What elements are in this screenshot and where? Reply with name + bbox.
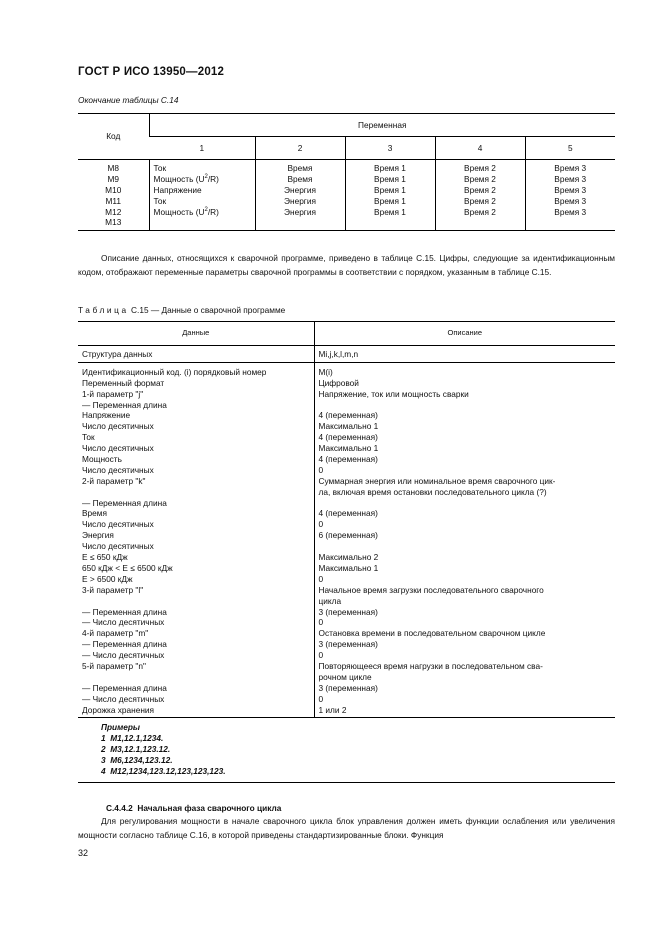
table-line: Энергия <box>82 530 114 541</box>
variable-header: Переменная <box>149 114 615 137</box>
cell: Время 1 <box>374 173 406 184</box>
table-line: Максимально 1 <box>318 443 379 454</box>
example-item: 1 M1,12.1,1234. <box>101 733 164 744</box>
table-line: Суммарная энергия или номинальное время сварочного цик- <box>318 475 556 486</box>
examples-row <box>78 718 615 783</box>
col-number: 5 <box>525 137 615 160</box>
table-line: ла, включая время остановки последовательного цикла (?) <box>318 486 547 497</box>
cell: Время 1 <box>374 163 406 173</box>
code-cell: М13 <box>105 217 122 228</box>
table-line: — Число десятичных <box>82 617 165 628</box>
table-row <box>78 362 615 718</box>
table-line: 0 <box>318 617 324 628</box>
col-number: 2 <box>255 137 345 160</box>
table-c14 <box>78 113 615 231</box>
table-line: Ток <box>82 432 95 443</box>
cell: Время 2 <box>464 173 496 184</box>
table-line: Число десятичных <box>82 464 154 475</box>
table-line: Идентификационный код. (i) порядковый номер <box>82 366 267 377</box>
column-header-description: Описание <box>314 322 615 346</box>
table-line: — Число десятичных <box>82 650 165 661</box>
cell: Время 2 <box>464 206 496 217</box>
table-line: — Переменная длина <box>82 497 167 508</box>
table-line: 6 (переменная) <box>318 530 378 541</box>
table-line: E > 6500 кДж <box>82 573 133 584</box>
table-line: — Переменная длина <box>82 399 167 410</box>
description-column <box>314 362 615 718</box>
col-number: 1 <box>149 137 255 160</box>
table-line: Максимально 1 <box>318 421 379 432</box>
cell: Время 3 <box>554 206 587 217</box>
cell: Время 1 <box>374 195 406 206</box>
caption-text: С.15 — Данные о сварочной программе <box>131 305 286 315</box>
code-cell: М11 <box>105 195 122 206</box>
table-line: 0 <box>318 464 324 475</box>
table-line: Дорожка хранения <box>82 704 155 715</box>
table-line: 0 <box>318 573 324 584</box>
page-number: 32 <box>78 848 89 858</box>
table-line: 0 <box>318 693 324 704</box>
cell: Mi,j,k,l,m,n <box>314 346 615 363</box>
table-line: 4 (переменная) <box>318 410 378 421</box>
table-line: Повторяющееся время нагрузки в последовательном сва- <box>318 660 543 671</box>
code-column <box>78 160 149 231</box>
table-line: 3-й параметр "l" <box>82 584 144 595</box>
table-line: — Переменная длина <box>82 639 167 650</box>
cell: Время 2 <box>464 163 496 173</box>
table-row <box>78 160 615 231</box>
table-line: 4-й параметр "m" <box>82 628 149 639</box>
table-line: 3 (переменная) <box>318 639 378 650</box>
variable-1-column <box>149 160 255 231</box>
cell: Ток <box>153 195 167 206</box>
table-line: — Переменная длина <box>82 682 167 693</box>
column-header-data: Данные <box>78 322 314 346</box>
cell: Напряжение <box>153 184 202 195</box>
col-number: 3 <box>345 137 435 160</box>
table-line: Напряжение, ток или мощность сварки <box>318 388 469 399</box>
table-line: 1-й параметр "j" <box>82 388 144 399</box>
table-line: 5-й параметр "n" <box>82 660 146 671</box>
table-line: Переменный формат <box>82 377 165 388</box>
table-line: рочном цикле <box>318 671 372 682</box>
cell: Структура данных <box>78 346 314 363</box>
code-cell: М12 <box>105 206 122 217</box>
table-line <box>82 596 310 607</box>
table-line: Цифровой <box>318 377 359 388</box>
table-line: 650 кДж < E ≤ 6500 кДж <box>82 562 173 573</box>
paragraph: Описание данных, относящихся к сварочной программе, приведено в таблице С.15. Цифры, следующие за идентификационным кодом, отображают переменные параметры сварочной программы в соответствии с порядком, указанным в таблице С.15. <box>78 253 615 277</box>
table-line: Число десятичных <box>82 519 154 530</box>
code-cell: М10 <box>105 184 122 195</box>
example-item: 3 M6,1234,123.12. <box>101 754 173 765</box>
table-line: Число десятичных <box>82 541 154 552</box>
variable-4-column <box>435 160 525 231</box>
variable-3-column <box>345 160 435 231</box>
cell: Время 3 <box>554 195 587 206</box>
table-line <box>319 541 612 552</box>
table-c15 <box>78 321 615 783</box>
table-line: цикла <box>318 595 342 606</box>
code-cell: М9 <box>107 173 120 184</box>
code-header: Код <box>78 114 149 160</box>
cell: Время 1 <box>374 184 406 195</box>
table-line: Число десятичных <box>82 421 154 432</box>
table-line: Число десятичных <box>82 443 154 454</box>
table-line: Максимально 2 <box>318 552 379 563</box>
table-line: 0 <box>318 650 324 661</box>
data-column <box>78 362 314 718</box>
table-line: 4 (переменная) <box>318 454 378 465</box>
cell: Энергия <box>284 206 316 217</box>
variable-2-column <box>255 160 345 231</box>
cell: Время <box>287 163 313 173</box>
table-line: 1 или 2 <box>318 704 347 715</box>
caption-prefix: Таблица <box>78 305 129 315</box>
table-caption <box>78 305 285 315</box>
col-number: 4 <box>435 137 525 160</box>
table-line: Остановка времени в последовательном сварочном цикле <box>318 628 546 639</box>
table-line: Максимально 1 <box>318 562 379 573</box>
examples-title: Примеры <box>101 722 141 733</box>
table-line: 3 (переменная) <box>318 682 378 693</box>
cell: Время 3 <box>554 173 587 184</box>
table-line: Мощность <box>82 454 122 465</box>
table-line <box>82 487 310 498</box>
table-row <box>78 346 615 363</box>
table-line: Время <box>82 508 107 519</box>
table-line: — Переменная длина <box>82 606 167 617</box>
table-line: Начальное время загрузки последовательного сварочного <box>318 584 544 595</box>
document-header: ГОСТ Р ИСО 13950—2012 <box>78 66 225 78</box>
cell: Мощность $(U^2/R)$ <box>153 206 219 217</box>
table-line: M(i) <box>318 366 333 377</box>
cell: Ток <box>153 163 167 173</box>
table-line: 2-й параметр "k" <box>82 475 146 486</box>
cell: Энергия <box>284 195 316 206</box>
table-line <box>319 498 612 509</box>
table-caption: Окончание таблицы С.14 <box>78 95 179 105</box>
paragraph: Для регулирования мощности в начале сварочного цикла блок управления должен иметь функции ослабления или увеличения мощности согласно таблице С.16, в которой приведены стандартизированные блоки. Функция <box>78 816 615 840</box>
cell: Мощность $(U^2/R)$ <box>153 173 219 184</box>
table-line: E ≤ 650 кДж <box>82 552 128 563</box>
cell: Время <box>287 173 313 184</box>
examples-cell <box>78 718 615 783</box>
cell: Время 3 <box>554 163 587 173</box>
section-heading: С.4.4.2 Начальная фаза сварочного цикла <box>106 803 282 813</box>
code-cell: М8 <box>107 163 120 173</box>
table-line <box>319 400 612 411</box>
table-line <box>82 672 310 683</box>
cell: Время 1 <box>374 206 406 217</box>
cell: Время 2 <box>464 184 496 195</box>
table-line: Напряжение <box>82 410 131 421</box>
example-item: 4 M12,1234,123.12,123,123,123. <box>101 765 226 776</box>
table-line: 0 <box>318 519 324 530</box>
table-line: 4 (переменная) <box>318 432 378 443</box>
cell: Время 3 <box>554 184 587 195</box>
table-line: — Число десятичных <box>82 693 165 704</box>
example-item: 2 M3,12.1,123.12. <box>101 744 171 754</box>
table-line: 4 (переменная) <box>318 508 378 519</box>
table-line: 3 (переменная) <box>318 606 378 617</box>
cell: Время 2 <box>464 195 496 206</box>
cell: Энергия <box>284 184 316 195</box>
variable-5-column <box>525 160 615 231</box>
